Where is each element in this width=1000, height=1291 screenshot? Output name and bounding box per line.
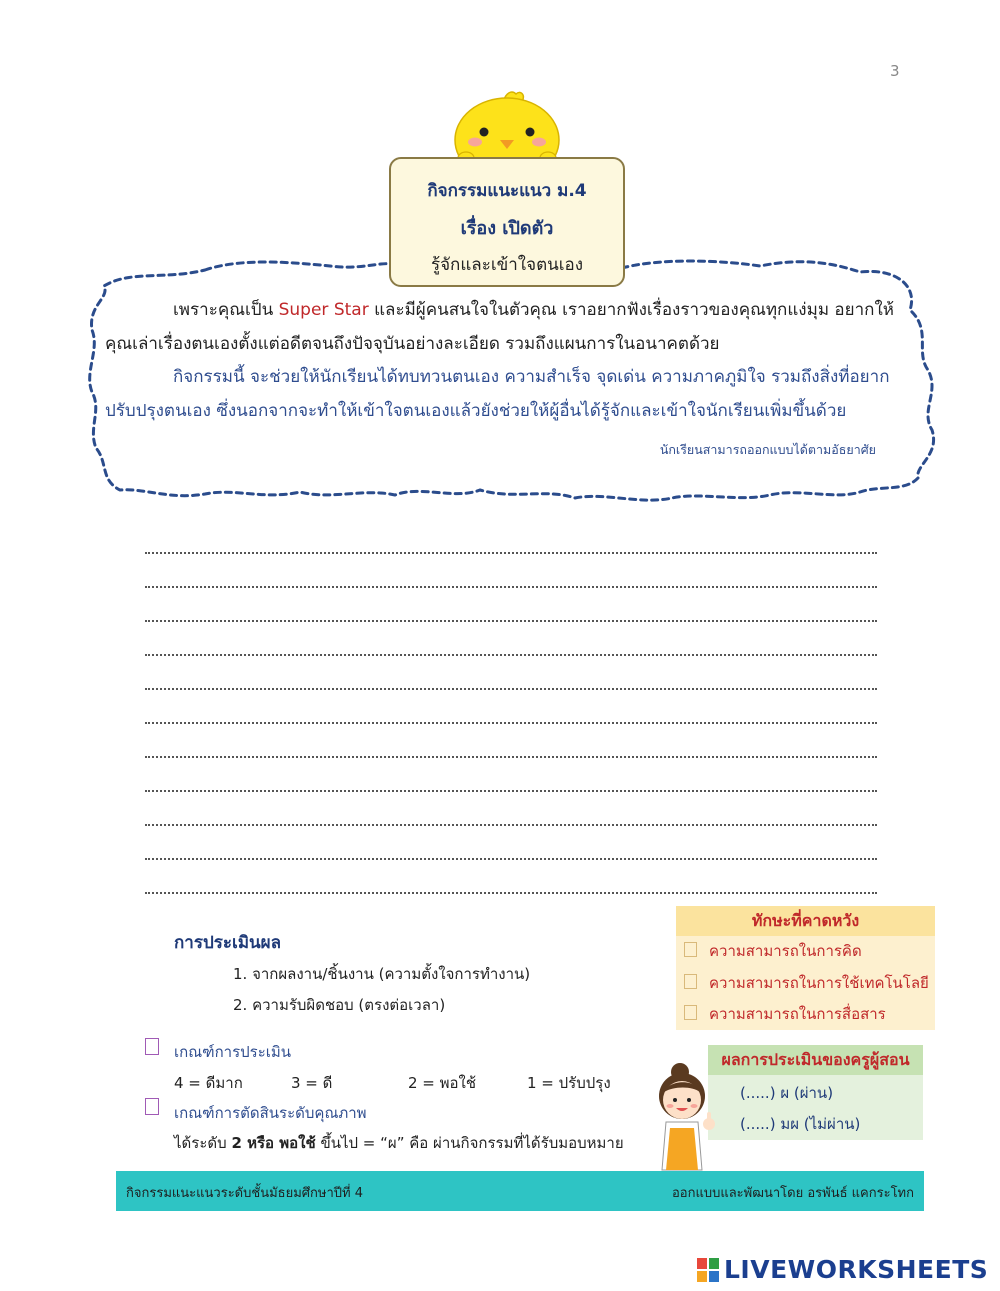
writing-line[interactable] [145, 690, 877, 724]
footer-right: ออกแบบและพัฒนาโดย อรพันธ์ แคกระโทก [671, 1186, 914, 1201]
chick-mascot-icon [448, 88, 566, 168]
writing-line[interactable] [145, 758, 877, 792]
skill-checkbox[interactable] [684, 942, 697, 957]
activity-title: กิจกรรมแนะแนว ม.4 [427, 181, 587, 201]
skill-checkbox[interactable] [684, 974, 697, 989]
intro-paragraph-1: เพราะคุณเป็น Super Star และมีผู้คนสนใจในตัวคุณ เราอยากฟังเรื่องราวของคุณทุกแง่มุม อยากให้คุณเล่าเรื่องตนเองตั้งแต่อดีตจนถึงปัจจุบันอย่างละเอียด รวมถึงแผนการในอนาคตด้วย [105, 300, 894, 354]
criteria-checkbox[interactable] [145, 1038, 159, 1055]
quality-label: เกณฑ์การตัดสินระดับคุณภาพ [174, 1104, 367, 1122]
result-title: ผลการประเมินของครูผู้สอน [708, 1045, 923, 1075]
topic-title: เรื่อง เปิดตัว [460, 218, 554, 239]
criteria-label: เกณฑ์การประเมิน [174, 1043, 292, 1061]
grade-4: 4 = ดีมาก [174, 1074, 243, 1092]
result-pass[interactable]: (.....) ผ (ผ่าน) [740, 1084, 834, 1102]
writing-line[interactable] [145, 724, 877, 758]
page-number: 3 [890, 62, 900, 80]
grade-1: 1 = ปรับปรุง [527, 1074, 611, 1092]
expected-skills-box [676, 906, 935, 1030]
skills-title: ทักษะที่คาดหวัง [676, 906, 935, 936]
footer-left: กิจกรรมแนะแนวระดับชั้นมัธยมศึกษาปีที่ 4 [126, 1186, 363, 1201]
final-criteria: ได้ระดับ 2 หรือ พอใช้ ขึ้นไป = “ผ” คือ ผ่านกิจกรรมที่ได้รับมอบหมาย [174, 1134, 624, 1152]
grade-2: 2 = พอใช้ [408, 1074, 477, 1092]
skill-item: ความสามารถในการสื่อสาร [684, 1002, 886, 1026]
writing-line[interactable] [145, 554, 877, 588]
quality-checkbox[interactable] [145, 1098, 159, 1115]
skill-checkbox[interactable] [684, 1005, 697, 1020]
brand-name[interactable]: LIVEWORKSHEETS [724, 1255, 989, 1284]
liveworksheets-logo-icon [697, 1258, 719, 1282]
grade-3: 3 = ดี [291, 1074, 333, 1092]
skill-item: ความสามารถในการคิด [684, 939, 862, 963]
writing-line[interactable] [145, 826, 877, 860]
writing-line[interactable] [145, 520, 877, 554]
intro-paragraph-2: กิจกรรมนี้ จะช่วยให้นักเรียนได้ทบทวนตนเอง ความสำเร็จ จุดเด่น ความภาคภูมิใจ รวมถึงสิ่งที่อยากปรับปรุงตนเอง ซึ่งนอกจากจะทำให้เข้าใจตนเองแล้วยังช่วยให้ผู้อื่นได้รู้จักและเข้าใจนักเรียนเพิ่มขึ้นด้วย [105, 367, 890, 421]
super-star-highlight: Super Star [278, 300, 369, 320]
writing-line[interactable] [145, 656, 877, 690]
result-fail[interactable]: (.....) มผ (ไม่ผ่าน) [740, 1115, 861, 1133]
footer-bar [116, 1171, 924, 1211]
writing-line[interactable] [145, 792, 877, 826]
writing-area[interactable] [145, 520, 877, 894]
writing-line[interactable] [145, 588, 877, 622]
skill-item: ความสามารถในการใช้เทคโนโลยี [684, 971, 929, 995]
evaluation-item: 2. ความรับผิดชอบ (ตรงต่อเวลา) [233, 996, 446, 1014]
teacher-result-box [708, 1045, 923, 1140]
evaluation-title: การประเมินผล [174, 933, 282, 953]
design-note: นักเรียนสามารถออกแบบได้ตามอัธยาศัย [659, 442, 876, 457]
title-board [389, 157, 625, 287]
writing-line[interactable] [145, 860, 877, 894]
writing-line[interactable] [145, 622, 877, 656]
subtitle: รู้จักและเข้าใจตนเอง [430, 255, 584, 275]
teacher-icon [652, 1062, 722, 1172]
evaluation-item: 1. จากผลงาน/ชิ้นงาน (ความตั้งใจการทำงาน) [233, 965, 531, 983]
